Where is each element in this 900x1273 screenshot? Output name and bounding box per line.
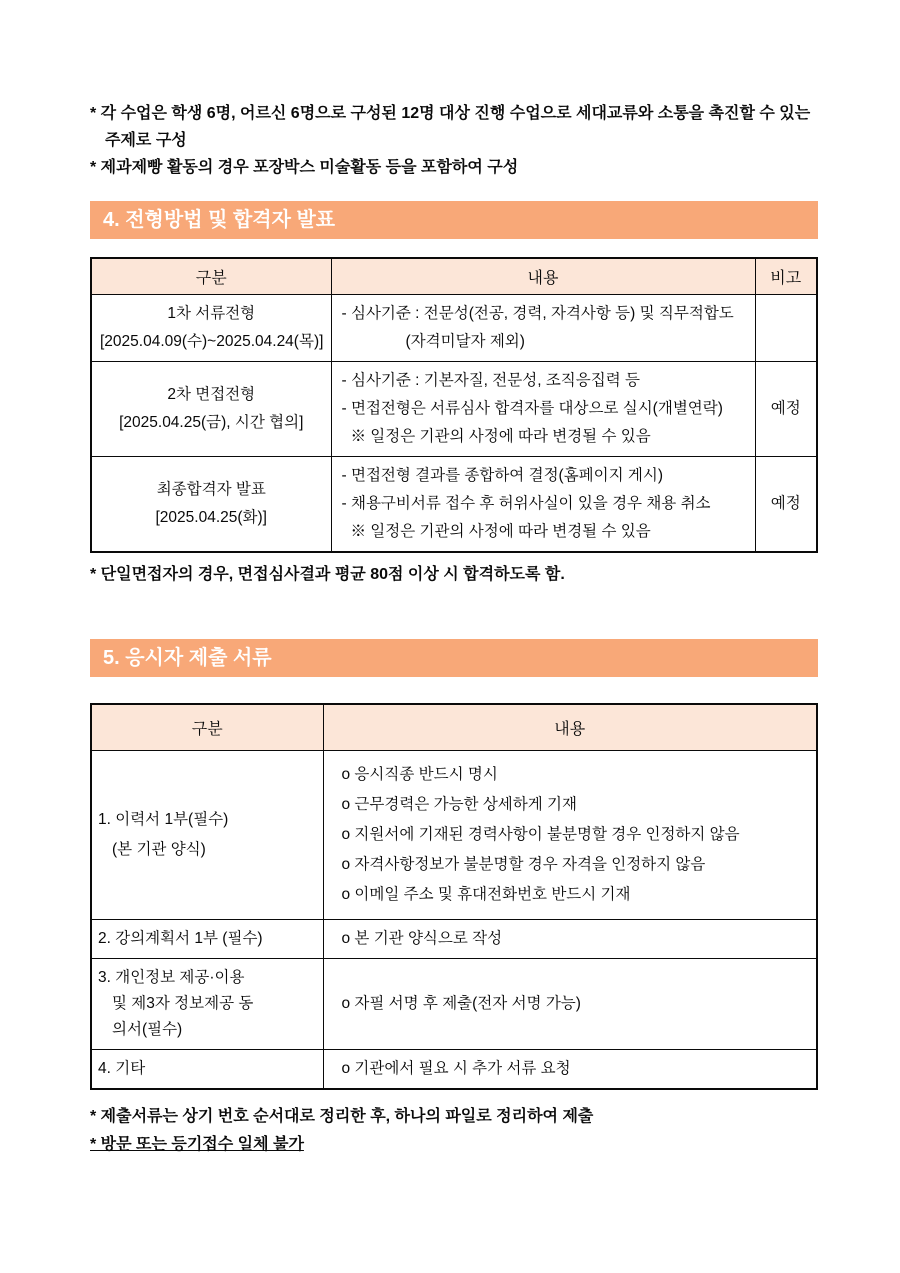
top-notes <box>90 100 818 181</box>
table-row-document-screening <box>91 295 817 362</box>
cell-content <box>323 920 817 959</box>
document-name: 1. 이력서 1부(필수) <box>98 811 229 828</box>
content-line: ※ 일정은 기관의 사정에 따라 변경될 수 있음 <box>350 428 651 445</box>
section5-footnotes <box>90 1103 818 1159</box>
cell-document <box>91 1050 323 1090</box>
note-line: * 제과제빵 활동의 경우 포장박스 미술활동 등을 포함하여 구성 <box>90 159 519 176</box>
content-line: (자격미달자 제외) <box>405 333 525 350</box>
table-row-etc <box>91 1050 817 1090</box>
cell-document <box>91 920 323 959</box>
content-line: o 이메일 주소 및 휴대전화번호 반드시 기재 <box>341 886 631 903</box>
footnote-line-no-visit: * 방문 또는 등기접수 일체 불가 <box>90 1136 304 1153</box>
cell-content <box>331 362 755 457</box>
content-line: o 자격사항정보가 불분명할 경우 자격을 인정하지 않음 <box>341 856 706 873</box>
note-line-continuation: 주제로 구성 <box>105 132 187 149</box>
table-row-privacy-consent <box>91 959 817 1050</box>
content-line: o 응시직종 반드시 명시 <box>341 766 498 783</box>
cell-stage <box>91 362 331 457</box>
cell-content <box>331 457 755 553</box>
content-line: o 자필 서명 후 제출(전자 서명 가능) <box>341 995 581 1012</box>
note-line: * 각 수업은 학생 6명, 어르신 6명으로 구성된 12명 대상 진행 수업으로 세대교류와 소통을 촉진할 수 있는 <box>90 105 811 122</box>
document-name-continuation: (본 기관 양식) <box>112 841 206 858</box>
stage-name: 2차 면접전형 <box>167 386 256 403</box>
document-name: 2. 강의계획서 1부 (필수) <box>98 930 263 947</box>
section-header-4: 4. 전형방법 및 합격자 발표 <box>90 201 818 239</box>
content-line: - 면접전형은 서류심사 합격자를 대상으로 실시(개별연락) <box>341 400 723 417</box>
section4-footnote: * 단일면접자의 경우, 면접심사결과 평균 80점 이상 시 합격하도록 함. <box>90 566 565 583</box>
content-line: - 채용구비서류 접수 후 허위사실이 있을 경우 채용 취소 <box>341 495 711 512</box>
selection-method-table <box>90 257 818 553</box>
footnote-line: * 제출서류는 상기 번호 순서대로 정리한 후, 하나의 파일로 정리하여 제출 <box>90 1108 594 1125</box>
cell-stage <box>91 295 331 362</box>
section-header-5: 5. 응시자 제출 서류 <box>90 639 818 677</box>
header-gubun: 구분 <box>91 258 331 295</box>
content-line: - 면접전형 결과를 종합하여 결정(홈페이지 게시) <box>341 467 664 484</box>
table-row-resume <box>91 751 817 920</box>
cell-document <box>91 959 323 1050</box>
cell-content <box>323 959 817 1050</box>
content-line: ※ 일정은 기관의 사정에 따라 변경될 수 있음 <box>350 523 651 540</box>
cell-stage <box>91 457 331 553</box>
header-naeyong: 내용 <box>331 258 755 295</box>
cell-note <box>755 295 817 362</box>
stage-period: [2025.04.25(화)] <box>155 509 267 526</box>
stage-period: [2025.04.25(금), 시간 협의] <box>119 414 304 431</box>
content-line: o 본 기관 양식으로 작성 <box>341 930 503 947</box>
header-bigo: 비고 <box>755 258 817 295</box>
document-name-continuation: 및 제3자 정보제공 동 <box>112 995 254 1012</box>
header-naeyong: 내용 <box>323 704 817 751</box>
content-line: - 심사기준 : 전문성(전공, 경력, 자격사항 등) 및 직무적합도 <box>341 305 734 322</box>
content-line: o 지원서에 기재된 경력사항이 불분명할 경우 인정하지 않음 <box>341 826 740 843</box>
content-line: o 기관에서 필요 시 추가 서류 요청 <box>341 1060 571 1077</box>
table-row-final-announcement <box>91 457 817 553</box>
cell-document <box>91 751 323 920</box>
document-name-continuation: 의서(필수) <box>112 1021 183 1038</box>
header-gubun: 구분 <box>91 704 323 751</box>
content-line: o 근무경력은 가능한 상세하게 기재 <box>341 796 577 813</box>
stage-period: [2025.04.09(수)~2025.04.24(목)] <box>100 333 324 350</box>
stage-name: 1차 서류전형 <box>167 305 256 322</box>
table-header-row <box>91 258 817 295</box>
table-header-row <box>91 704 817 751</box>
document-name: 3. 개인정보 제공·이용 <box>98 969 245 986</box>
cell-note: 예정 <box>755 457 817 553</box>
submission-documents-table <box>90 703 818 1090</box>
table-row-lecture-plan <box>91 920 817 959</box>
cell-content <box>323 751 817 920</box>
stage-name: 최종합격자 발표 <box>156 481 266 498</box>
content-line: - 심사기준 : 기본자질, 전문성, 조직응집력 등 <box>341 372 640 389</box>
table-row-interview <box>91 362 817 457</box>
cell-content <box>323 1050 817 1090</box>
cell-content <box>331 295 755 362</box>
cell-note: 예정 <box>755 362 817 457</box>
document-name: 4. 기타 <box>98 1060 146 1077</box>
